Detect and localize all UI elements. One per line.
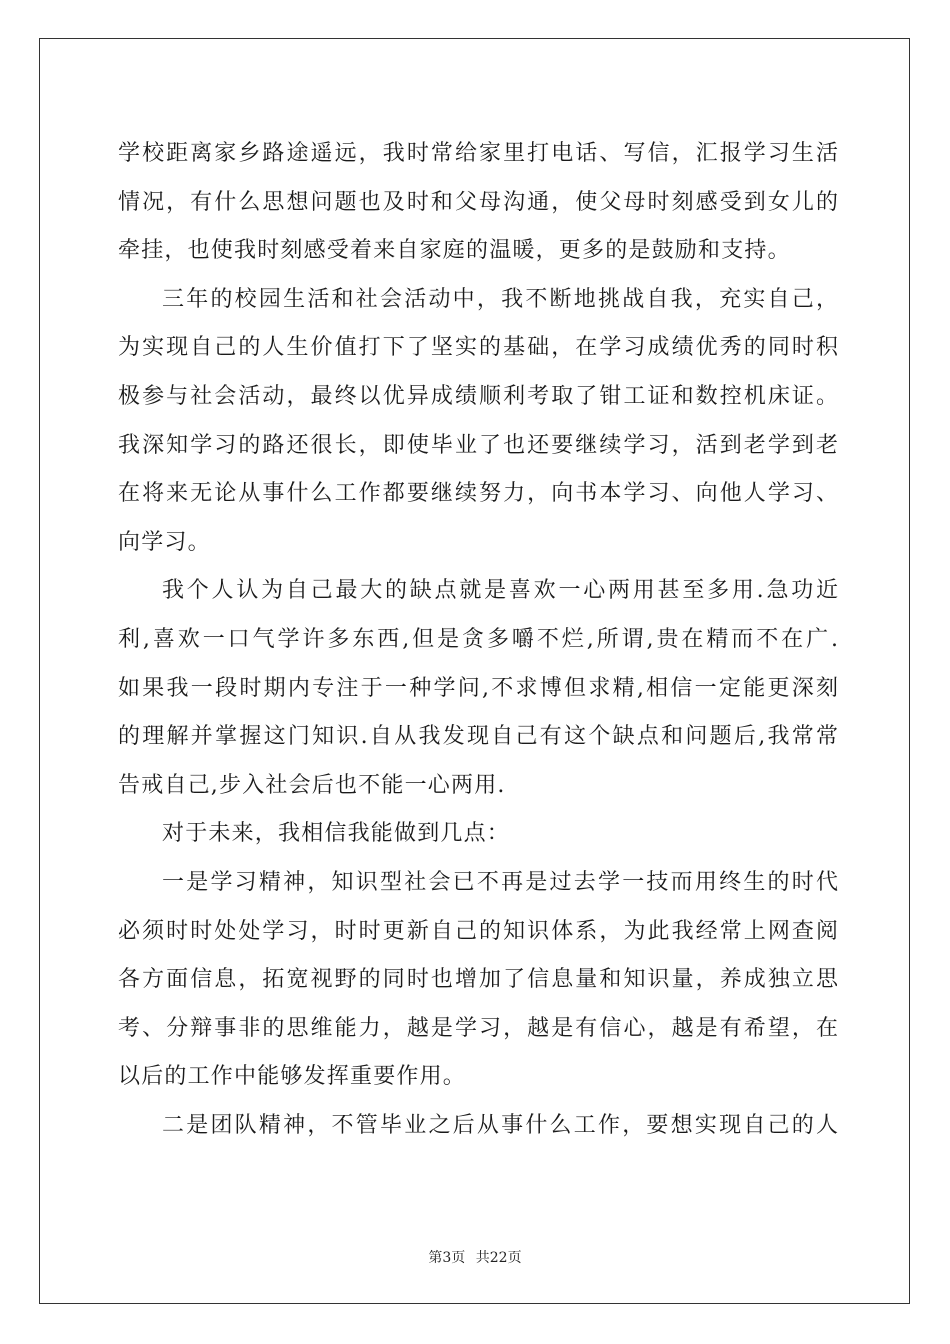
text-line: 如果我一段时期内专注于一种学问,不求博但求精,相信一定能更深刻 [118, 675, 838, 701]
text-line: 各方面信息，拓宽视野的同时也增加了信息量和知识量，养成独立思 [118, 967, 838, 993]
text-line: 告戒自己,步入社会后也不能一心两用. [118, 772, 506, 798]
text-line: 一是学习精神，知识型社会已不再是过去学一技而用终生的时代 [162, 869, 838, 895]
page-footer [0, 1247, 950, 1267]
text-line: 三年的校园生活和社会活动中，我不断地挑战自我，充实自己， [162, 286, 838, 312]
text-line: 对于未来，我相信我能做到几点： [162, 821, 511, 847]
text-line: 为实现自己的人生价值打下了坚实的基础，在学习成绩优秀的同时积 [118, 335, 838, 361]
text-line: 利,喜欢一口气学许多东西,但是贪多嚼不烂,所谓,贵在精而不在广. [118, 626, 838, 652]
text-line: 我深知学习的路还很长，即使毕业了也还要继续学习，活到老学到老 [118, 432, 838, 458]
text-line: 极参与社会活动，最终以优异成绩顺利考取了钳工证和数控机床证。 [118, 383, 838, 409]
page-total: 共22页 [475, 1250, 522, 1266]
text-line: 二是团队精神，不管毕业之后从事什么工作，要想实现自己的人 [162, 1112, 838, 1138]
page-number: 第3页 [428, 1250, 466, 1266]
text-line: 牵挂，也使我时刻感受着来自家庭的温暖，更多的是鼓励和支持。 [118, 238, 791, 264]
text-line: 以后的工作中能够发挥重要作用。 [118, 1064, 467, 1090]
text-line: 的理解并掌握这门知识.自从我发现自己有这个缺点和问题后,我常常 [118, 724, 838, 750]
document-body [118, 130, 838, 1150]
text-line: 在将来无论从事什么工作都要继续努力，向书本学习、向他人学习、 [118, 481, 838, 507]
text-line: 情况，有什么思想问题也及时和父母沟通，使父母时刻感受到女儿的 [118, 189, 838, 215]
text-line: 考、分辩事非的思维能力，越是学习，越是有信心，越是有希望，在 [118, 1015, 838, 1041]
text-line: 向学习。 [118, 529, 211, 555]
text-line: 我个人认为自己最大的缺点就是喜欢一心两用甚至多用.急功近 [162, 578, 838, 604]
text-line: 学校距离家乡路途遥远，我时常给家里打电话、写信，汇报学习生活 [118, 141, 838, 166]
text-line: 必须时时处处学习，时时更新自己的知识体系，为此我经常上网查阅 [118, 918, 838, 944]
